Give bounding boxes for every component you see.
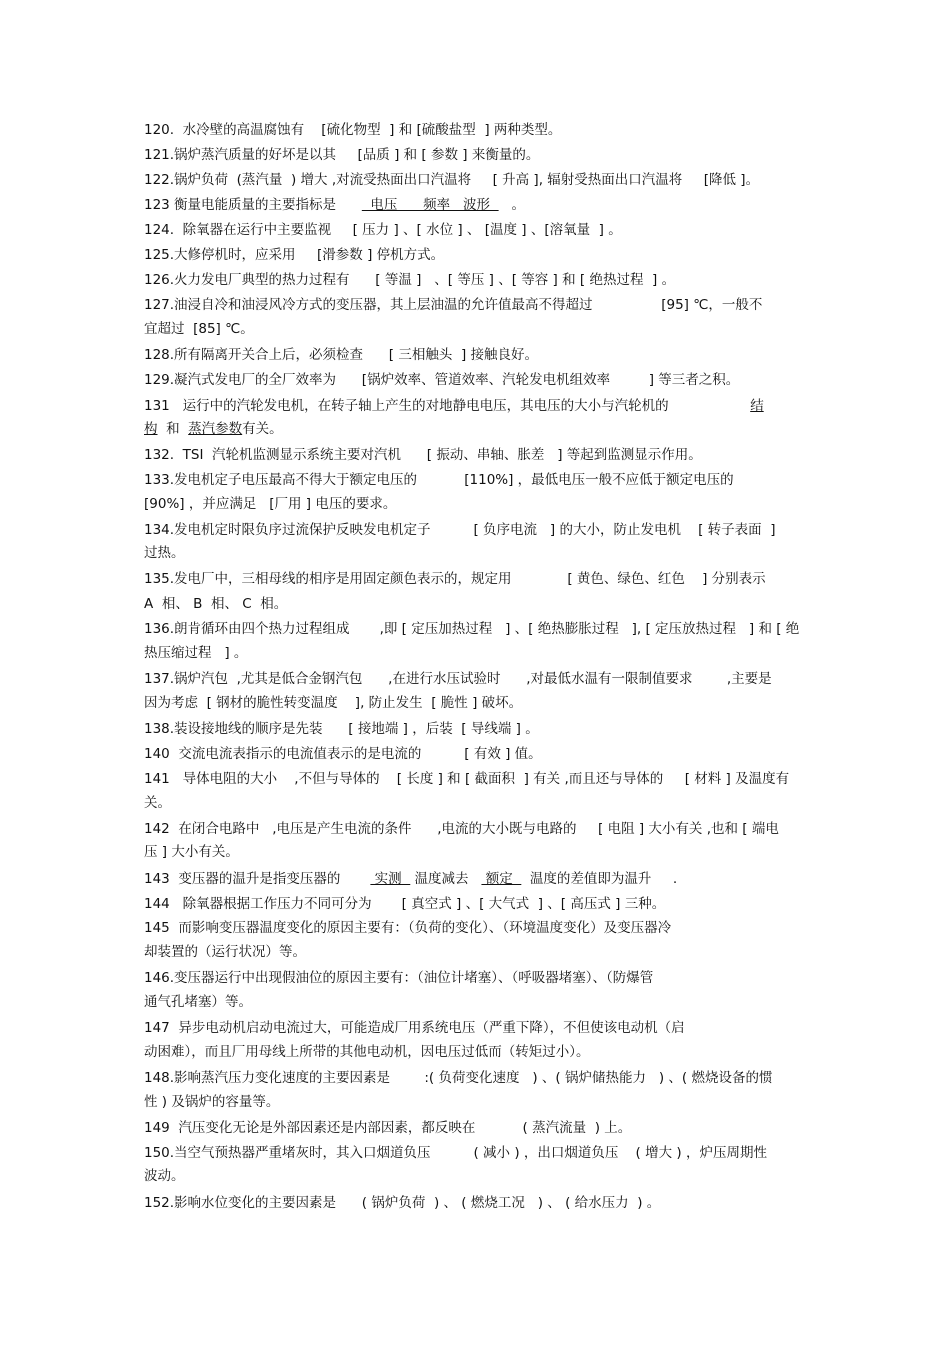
- line-text: 。: [498, 197, 525, 213]
- text-line: [144, 468, 812, 492]
- text-line: [144, 667, 812, 691]
- text-line: [144, 268, 812, 292]
- line-text: 122.锅炉负荷 (蒸汽量 ) 增大 ,对流受热面出口汽温将 [ 升高 ], 辐射受热面出口汽温将 [降低 ]。: [144, 172, 760, 188]
- text-line: [144, 193, 812, 217]
- line-text: 关。: [144, 795, 171, 811]
- line-text: 145 而影响变压器温度变化的原因主要有：（负荷的变化）、（环境温度变化）及变压器冷: [144, 920, 672, 936]
- text-line: [144, 1164, 812, 1188]
- line-text: 124. 除氧器在运行中主要监视 [ 压力 ] 、[ 水位 ] 、 [温度 ] 、[溶氧量 ] 。: [144, 222, 622, 238]
- text-line: [144, 368, 812, 392]
- line-text: 141 导体电阻的大小 ,不但与导体的 [ 长度 ] 和 [ 截面积 ] 有关 ,而且还与导体的 [ 材料 ] 及温度有: [144, 771, 790, 787]
- line-text: 142 在闭合电路中 ,电压是产生电流的条件 ,电流的大小既与电路的 [ 电阻 ] 大小有关 ,也和 [ 端电: [144, 821, 779, 837]
- text-line: [144, 168, 812, 192]
- line-text: 146.变压器运行中出现假油位的原因主要有：（油位计堵塞）、（呼吸器堵塞）、（防爆管: [144, 970, 654, 986]
- text-line: [144, 840, 812, 864]
- text-line: [144, 916, 812, 940]
- underlined-answer: 构: [144, 421, 158, 437]
- line-text: 125.大修停机时，应采用 [滑参数 ] 停机方式。: [144, 247, 445, 263]
- underlined-answer: 结: [750, 398, 764, 414]
- line-text: 120. 水冷壁的高温腐蚀有 [硫化物型 ] 和 [硫酸盐型 ] 两种类型。: [144, 122, 562, 138]
- line-text: 152.影响水位变化的主要因素是 ( 锅炉负荷 ) 、 ( 燃烧工况 ) 、 ( 给水压力 ) 。: [144, 1195, 661, 1211]
- text-line: [144, 966, 812, 990]
- line-text: 波动。: [144, 1168, 185, 1184]
- line-text: 128.所有隔离开关合上后，必须检查 [ 三相触头 ] 接触良好。: [144, 347, 539, 363]
- line-text: 133.发电机定子电压最高不得大于额定电压的 [110%] ，最低电压一般不应低于额定电压的: [144, 472, 734, 488]
- text-line: [144, 867, 812, 891]
- text-line: [144, 394, 812, 418]
- line-text: 138.装设接地线的顺序是先装 [ 接地端 ] ，后装 [ 导线端 ] 。: [144, 721, 539, 737]
- text-line: [144, 417, 812, 441]
- text-line: [144, 518, 812, 542]
- line-text: 温度减去: [410, 871, 482, 887]
- text-line: [144, 218, 812, 242]
- line-text: 126.火力发电厂典型的热力过程有 [ 等温 ] 、[ 等压 ] 、[ 等容 ] 和 [ 绝热过程 ] 。: [144, 272, 676, 288]
- text-line: [144, 243, 812, 267]
- line-text: 129.凝汽式发电厂的全厂效率为 [锅炉效率、管道效率、汽轮发电机组效率 ] 等三者之积。: [144, 372, 740, 388]
- underlined-answer: 额定: [481, 871, 522, 887]
- text-line: [144, 742, 812, 766]
- text-line: [144, 118, 812, 142]
- line-text: 143 变压器的温升是指变压器的: [144, 871, 371, 887]
- line-text: 动困难），而且厂用母线上所带的其他电动机，因电压过低而（转矩过小）。: [144, 1044, 590, 1060]
- line-text: 134.发电机定时限负序过流保护反映发电机定子 [ 负序电流 ] 的大小，防止发电机 [ 转子表面 ]: [144, 522, 776, 538]
- text-line: [144, 1191, 812, 1215]
- text-line: [144, 293, 812, 317]
- line-text: 127.油浸自冷和油浸风冷方式的变压器，其上层油温的允许值最高不得超过 [95] ℃，一般不: [144, 297, 763, 313]
- text-line: [144, 1116, 812, 1140]
- line-text: 147 异步电动机启动电流过大，可能造成厂用系统电压（严重下降），不但使该电动机（启: [144, 1020, 685, 1036]
- line-text: 150.当空气预热器严重堵灰时，其入口烟道负压 ( 减小 ) ，出口烟道负压 ( 增大 ) ，炉压周期性: [144, 1145, 767, 1161]
- line-text: 过热。: [144, 545, 185, 561]
- text-line: [144, 641, 812, 665]
- text-line: [144, 1040, 812, 1064]
- text-line: [144, 492, 812, 516]
- line-text: 137.锅炉汽包 ,尤其是低合金钢汽包 ,在进行水压试验时 ,对最低水温有一限制值要求 ,主要是: [144, 671, 772, 687]
- line-text: 和: [157, 421, 189, 437]
- line-text: 宜超过 [85] ℃。: [144, 321, 254, 337]
- text-line: [144, 691, 812, 715]
- line-text: 149 汽压变化无论是外部因素还是内部因素，都反映在 ( 蒸汽流量 ) 上。: [144, 1120, 632, 1136]
- line-text: 140 交流电流表指示的电流值表示的是电流的 [ 有效 ] 值。: [144, 746, 542, 762]
- line-text: 因为考虑 [ 钢材的脆性转变温度 ], 防止发生 [ 脆性 ] 破坏。: [144, 695, 523, 711]
- underlined-answer: 电压 频率 波形: [361, 197, 499, 213]
- line-text: 温度的差值即为温升 .: [521, 871, 678, 887]
- underlined-answer: 实测: [370, 871, 411, 887]
- text-line: [144, 592, 812, 616]
- line-text: 144 除氧器根据工作压力不同可分为 [ 真空式 ] 、[ 大气式 ] 、[ 高压式 ] 三种。: [144, 896, 666, 912]
- underlined-answer: 蒸汽参数: [188, 421, 243, 437]
- line-text: 148.影响蒸汽压力变化速度的主要因素是 :( 负荷变化速度 ) 、( 锅炉储热能力 ) 、( 燃烧设备的惯: [144, 1070, 773, 1086]
- line-text: 性 ) 及锅炉的容量等。: [144, 1094, 280, 1110]
- line-text: 123 衡量电能质量的主要指标是: [144, 197, 362, 213]
- text-line: [144, 940, 812, 964]
- line-text: 通气孔堵塞）等。: [144, 994, 252, 1010]
- text-line: [144, 343, 812, 367]
- text-line: [144, 990, 812, 1014]
- line-text: 压 ] 大小有关。: [144, 844, 239, 860]
- line-text: 却装置的（运行状况）等。: [144, 944, 306, 960]
- line-text: 135.发电厂中，三相母线的相序是用固定颜色表示的，规定用 [ 黄色、绿色、红色 ] 分别表示: [144, 571, 766, 587]
- line-text: 131 运行中的汽轮发电机，在转子轴上产生的对地静电电压，其电压的大小与汽轮机的: [144, 398, 751, 414]
- text-line: [144, 717, 812, 741]
- text-line: [144, 892, 812, 916]
- text-line: [144, 443, 812, 467]
- text-line: [144, 817, 812, 841]
- text-line: [144, 1016, 812, 1040]
- text-line: [144, 541, 812, 565]
- line-text: 有关。: [242, 421, 283, 437]
- text-line: [144, 617, 812, 641]
- line-text: 热压缩过程 ] 。: [144, 645, 248, 661]
- line-text: 132. TSI 汽轮机监测显示系统主要对汽机 [ 振动、串轴、胀差 ] 等起到监测显示作用。: [144, 447, 702, 463]
- line-text: [90%] ，并应满足 [厂用 ] 电压的要求。: [144, 496, 397, 512]
- text-line: [144, 1066, 812, 1090]
- text-line: [144, 143, 812, 167]
- text-line: [144, 1141, 812, 1165]
- line-text: A 相、 B 相、 C 相。: [144, 596, 288, 612]
- text-line: [144, 767, 812, 791]
- line-text: 121.锅炉蒸汽质量的好坏是以其 [品质 ] 和 [ 参数 ] 来衡量的。: [144, 147, 540, 163]
- text-line: [144, 1090, 812, 1114]
- text-line: [144, 317, 812, 341]
- text-line: [144, 791, 812, 815]
- text-line: [144, 567, 812, 591]
- line-text: 136.朗肯循环由四个热力过程组成 ,即 [ 定压加热过程 ] 、[ 绝热膨胀过程 ], [ 定压放热过程 ] 和 [ 绝: [144, 621, 800, 637]
